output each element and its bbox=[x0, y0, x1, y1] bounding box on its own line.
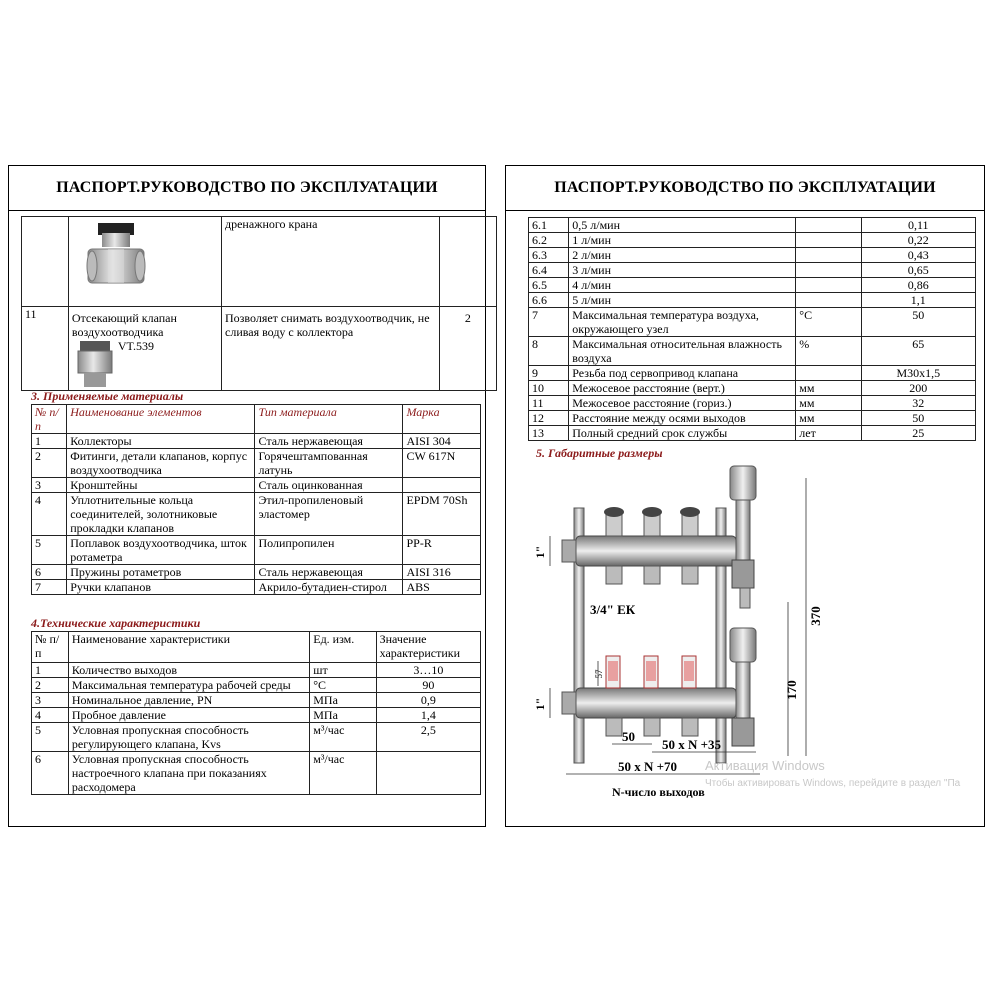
unit bbox=[796, 248, 861, 263]
table-row bbox=[32, 478, 481, 493]
element-name: Уплотнительные кольца соединителей, золотниковые прокладки клапанов bbox=[67, 493, 255, 536]
table-row bbox=[32, 663, 481, 678]
row-number: 6 bbox=[32, 752, 69, 795]
value: 90 bbox=[376, 678, 480, 693]
table-row bbox=[529, 426, 976, 441]
right-page bbox=[505, 165, 985, 827]
unit: °С bbox=[796, 308, 861, 337]
value: 50 bbox=[861, 308, 975, 337]
row-number: 3 bbox=[32, 478, 67, 493]
characteristic-name: Количество выходов bbox=[68, 663, 309, 678]
characteristic-name: 5 л/мин bbox=[569, 293, 796, 308]
specs-table bbox=[31, 631, 481, 795]
table-row bbox=[529, 293, 976, 308]
valve-name: Отсекающий клапан воздухоотводчика bbox=[71, 311, 177, 339]
drain-description: дренажного крана bbox=[222, 217, 440, 307]
materials-table bbox=[31, 404, 481, 595]
table-header-row: № п/п Наименование характеристики Ед. изм. Значение характеристики bbox=[32, 632, 481, 663]
characteristic-name: Резьба под сервопривод клапана bbox=[569, 366, 796, 381]
valve-model: VT.539 bbox=[117, 339, 154, 353]
unit bbox=[796, 293, 861, 308]
row-number: 2 bbox=[32, 449, 67, 478]
width-50n35-label: 50 x N +35 bbox=[662, 737, 722, 752]
table-row bbox=[32, 536, 481, 565]
table-row bbox=[32, 723, 481, 752]
table-row bbox=[32, 434, 481, 449]
characteristic-name: 0,5 л/мин bbox=[569, 218, 796, 233]
unit bbox=[796, 366, 861, 381]
windows-activation-title: Активация Windows bbox=[705, 758, 825, 773]
row-number: 2 bbox=[32, 678, 69, 693]
unit: °С bbox=[310, 678, 376, 693]
value: 3…10 bbox=[376, 663, 480, 678]
specs-section-title: 4.Технические характеристики bbox=[31, 616, 201, 630]
characteristic-name: Условная пропускная способность регулирующего клапана, Kvs bbox=[68, 723, 309, 752]
characteristic-name: Межосевое расстояние (верт.) bbox=[569, 381, 796, 396]
material-grade: ABS bbox=[403, 580, 481, 595]
supply-manifold bbox=[576, 507, 736, 584]
value: 0,11 bbox=[861, 218, 975, 233]
element-name: Коллекторы bbox=[67, 434, 255, 449]
value: 50 bbox=[861, 411, 975, 426]
table-row bbox=[529, 278, 976, 293]
element-name: Поплавок воздухоотводчика, шток ротаметра bbox=[67, 536, 255, 565]
height-370-label: 370 bbox=[808, 606, 823, 626]
valve-description: Позволяет снимать воздухоотводчик, не сливая воду с коллектора bbox=[222, 307, 440, 391]
element-name: Пружины ротаметров bbox=[67, 565, 255, 580]
unit bbox=[796, 278, 861, 293]
value: 1,4 bbox=[376, 708, 480, 723]
ek-label: 3/4" ЕК bbox=[590, 602, 636, 617]
row-number: 6.1 bbox=[529, 218, 569, 233]
material-grade: PP-R bbox=[403, 536, 481, 565]
table-row bbox=[529, 218, 976, 233]
unit: шт bbox=[310, 663, 376, 678]
characteristic-name: Расстояние между осями выходов bbox=[569, 411, 796, 426]
left-page-title: ПАСПОРТ.РУКОВОДСТВО ПО ЭКСПЛУАТАЦИИ bbox=[9, 166, 485, 211]
table-row bbox=[529, 381, 976, 396]
value: 0,9 bbox=[376, 693, 480, 708]
material-grade: AISI 304 bbox=[403, 434, 481, 449]
characteristic-name: Максимальная температура воздуха, окружающего узел bbox=[569, 308, 796, 337]
table-row bbox=[529, 233, 976, 248]
unit: мм bbox=[796, 381, 861, 396]
row-number: 4 bbox=[32, 708, 69, 723]
value: 0,65 bbox=[861, 263, 975, 278]
inlet-top-label: 1" bbox=[533, 545, 547, 559]
table-row bbox=[529, 411, 976, 426]
value: 65 bbox=[861, 337, 975, 366]
row-number: 6.4 bbox=[529, 263, 569, 278]
table-row bbox=[529, 366, 976, 381]
material-type: Полипропилен bbox=[255, 536, 403, 565]
unit: МПа bbox=[310, 693, 376, 708]
table-row bbox=[32, 693, 481, 708]
valve-qty: 2 bbox=[439, 307, 496, 391]
characteristic-name: 1 л/мин bbox=[569, 233, 796, 248]
dimensions-section-title: 5. Габаритные размеры bbox=[536, 446, 663, 460]
drain-fitting-image-cell bbox=[68, 217, 221, 307]
value: 32 bbox=[861, 396, 975, 411]
row-number: 9 bbox=[529, 366, 569, 381]
value: 0,43 bbox=[861, 248, 975, 263]
material-grade: EPDM 70Sh bbox=[403, 493, 481, 536]
value: 200 bbox=[861, 381, 975, 396]
outlets-count-label: N-число выходов bbox=[612, 785, 705, 799]
characteristic-name: Межосевое расстояние (гориз.) bbox=[569, 396, 796, 411]
materials-section-title: 3. Применяемые материалы bbox=[31, 389, 184, 403]
table-row bbox=[32, 752, 481, 795]
windows-activation-text: Чтобы активировать Windows, перейдите в раздел "Па bbox=[705, 778, 961, 789]
shutoff-valve-icon bbox=[72, 339, 118, 389]
row-number: 7 bbox=[529, 308, 569, 337]
tee-fitting-icon bbox=[84, 219, 148, 297]
characteristic-name: Полный средний срок службы bbox=[569, 426, 796, 441]
table-row bbox=[32, 708, 481, 723]
characteristic-name: Максимальная относительная влажность воздуха bbox=[569, 337, 796, 366]
unit: % bbox=[796, 337, 861, 366]
right-page-title: ПАСПОРТ.РУКОВОДСТВО ПО ЭКСПЛУАТАЦИИ bbox=[506, 166, 984, 211]
label-57: 57 bbox=[594, 669, 604, 679]
row-number: 5 bbox=[32, 536, 67, 565]
table-row bbox=[22, 217, 497, 307]
element-name: Фитинги, детали клапанов, корпус воздухоотводчика bbox=[67, 449, 255, 478]
row-number: 6.6 bbox=[529, 293, 569, 308]
material-type: Сталь нержавеющая bbox=[255, 434, 403, 449]
characteristic-name: 3 л/мин bbox=[569, 263, 796, 278]
element-name: Кронштейны bbox=[67, 478, 255, 493]
characteristic-name: Максимальная температура рабочей среды bbox=[68, 678, 309, 693]
characteristic-name: Пробное давление bbox=[68, 708, 309, 723]
table-row bbox=[529, 263, 976, 278]
table-row bbox=[32, 678, 481, 693]
unit bbox=[796, 233, 861, 248]
unit: м³/час bbox=[310, 723, 376, 752]
material-type: Горячештампованная латунь bbox=[255, 449, 403, 478]
value: 0,86 bbox=[861, 278, 975, 293]
material-type: Сталь нержавеющая bbox=[255, 565, 403, 580]
table-row bbox=[529, 308, 976, 337]
table-row bbox=[529, 248, 976, 263]
dimension-lines bbox=[550, 478, 806, 774]
row-number: 6 bbox=[32, 565, 67, 580]
unit bbox=[796, 218, 861, 233]
row-number: 10 bbox=[529, 381, 569, 396]
right-specs-table bbox=[528, 217, 976, 441]
material-type: Сталь оцинкованная bbox=[255, 478, 403, 493]
value: 0,22 bbox=[861, 233, 975, 248]
row-number: 1 bbox=[32, 663, 69, 678]
table-row bbox=[529, 337, 976, 366]
value: 2,5 bbox=[376, 723, 480, 752]
material-type: Акрило-бутадиен-стирол bbox=[255, 580, 403, 595]
table-row bbox=[22, 307, 497, 391]
characteristic-name: Номинальное давление, PN bbox=[68, 693, 309, 708]
height-170-label: 170 bbox=[784, 680, 799, 700]
row-number: 6.2 bbox=[529, 233, 569, 248]
row-number: 11 bbox=[22, 307, 69, 391]
table-row bbox=[32, 449, 481, 478]
row-number: 12 bbox=[529, 411, 569, 426]
table-row bbox=[529, 396, 976, 411]
table-header-row: № п/п Наименование элементов Тип материала Марка bbox=[32, 405, 481, 434]
unit: мм bbox=[796, 396, 861, 411]
characteristic-name: 2 л/мин bbox=[569, 248, 796, 263]
unit: м³/час bbox=[310, 752, 376, 795]
row-number: 8 bbox=[529, 337, 569, 366]
row-number: 6.3 bbox=[529, 248, 569, 263]
value bbox=[376, 752, 480, 795]
value: 25 bbox=[861, 426, 975, 441]
unit: лет bbox=[796, 426, 861, 441]
unit bbox=[796, 263, 861, 278]
left-page bbox=[8, 165, 486, 827]
unit: МПа bbox=[310, 708, 376, 723]
accessories-table bbox=[21, 216, 497, 391]
table-row bbox=[32, 565, 481, 580]
row-number: 5 bbox=[32, 723, 69, 752]
row-number: 7 bbox=[32, 580, 67, 595]
material-grade: AISI 316 bbox=[403, 565, 481, 580]
material-type: Этил-пропиленовый эластомер bbox=[255, 493, 403, 536]
characteristic-name: Условная пропускная способность настроечного клапана при показаниях расходомера bbox=[68, 752, 309, 795]
element-name: Ручки клапанов bbox=[67, 580, 255, 595]
material-grade: CW 617N bbox=[403, 449, 481, 478]
row-number: 1 bbox=[32, 434, 67, 449]
spacing-50-label: 50 bbox=[622, 729, 635, 744]
unit: мм bbox=[796, 411, 861, 426]
row-number: 6.5 bbox=[529, 278, 569, 293]
width-50n70-label: 50 x N +70 bbox=[618, 759, 678, 774]
characteristic-name: 4 л/мин bbox=[569, 278, 796, 293]
row-number: 4 bbox=[32, 493, 67, 536]
row-number: 11 bbox=[529, 396, 569, 411]
return-manifold bbox=[576, 656, 736, 736]
value: 1,1 bbox=[861, 293, 975, 308]
row-number: 3 bbox=[32, 693, 69, 708]
table-row bbox=[32, 493, 481, 536]
row-number: 13 bbox=[529, 426, 569, 441]
value: M30x1,5 bbox=[861, 366, 975, 381]
material-grade bbox=[403, 478, 481, 493]
inlet-bottom-label: 1" bbox=[533, 697, 547, 711]
table-row bbox=[32, 580, 481, 595]
